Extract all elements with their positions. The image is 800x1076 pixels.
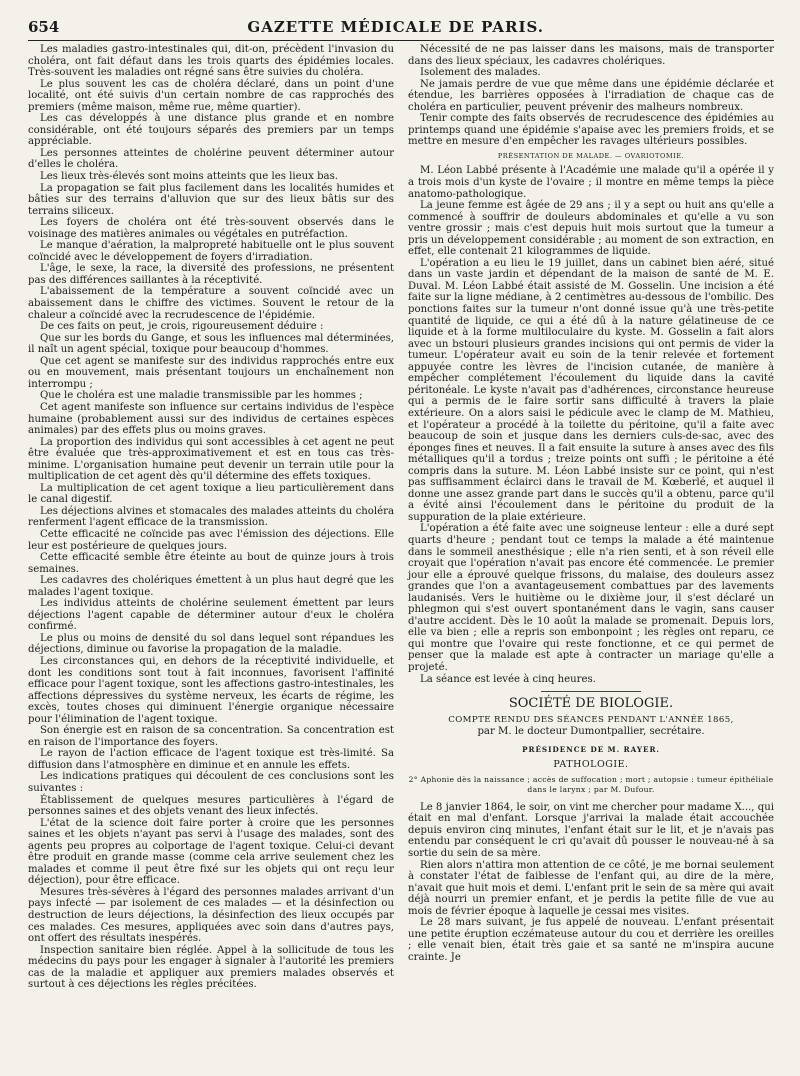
paragraph: L'opération a été faite avec une soigneuse lenteur : elle a duré sept quarts d'heure ; pendant tout ce temps la malade a été maintenue dans le sommeil anesthésique ; elle n'a rien senti, et à son réveil elle croyait que l'opération n'avait pas encore été commencée. Le premier jour elle a éprouvé quelque frissons, du malaise, des douleurs assez grandes que l'on a avantageusement combattues par des lavements laudanisés. Vers le huitième ou le dixième jour, il s'est déclaré un phlegmon qui s'est ouvert spontanément dans le vagin, sans causer d'autre accident. Dès le 10 août la malade se promenait. Depuis lors, elle va bien ; elle a repris son embonpoint ; les règles ont reparu, ce qui montre que l'ovaire qui reste fonctionne, et ce qui permet de penser que la malade est apte à contracter un mariage qu'elle a projeté.: [408, 523, 774, 673]
society-title: SOCIÉTÉ DE BIOLOGIE.: [508, 696, 674, 712]
paragraph: Que sur les bords du Gange, et sous les influences mal déterminées, il naît un agent spécial, toxique pour beaucoup d'hommes.: [28, 332, 394, 356]
paragraph: Le manque d'aération, la malpropreté habituelle ont le plus souvent coïncidé avec le développement de foyers d'irradiation.: [28, 240, 394, 263]
paragraph: La proportion des individus qui sont accessibles à cet agent ne peut être évaluée que très-approximativement et est en tous cas très-minime. L'organisation humaine peut devenir un terrain utile pour la multiplication de cet agent dès qu'il détermine des effets toxiques.: [28, 436, 394, 483]
paragraph: Que cet agent se manifeste sur des individus rapprochés entre eux ou en mouvement, mais présentant toujours un enchaînement non interrompu ;: [28, 355, 394, 390]
paragraph: Cette efficacité semble être éteinte au bout de quinze jours à trois semaines.: [28, 552, 394, 575]
paragraph: Son énergie est en raison de sa concentration. Sa concentration est en raison de l'importance des foyers.: [28, 725, 394, 748]
paragraph: Les foyers de choléra ont été très-souvent observés dans le voisinage des matières animales ou végétales en putréfaction.: [28, 217, 394, 240]
two-column-body: [28, 44, 774, 991]
paragraph: La jeune femme est âgée de 29 ans ; il y a sept ou huit ans qu'elle a commencé à souffrir de douleurs abdominales et qu'elle a vu son ventre grossir ; mais c'est depuis huit mois surtout que la tumeur a pris un développement considérable ; au moment de son extraction, en effet, elle contenait 21 kilogrammes de liquide.: [408, 200, 774, 258]
right-column: [408, 44, 774, 991]
page-header: [28, 18, 774, 36]
paragraph: Tenir compte des faits observés de recrudescence des épidémies au printemps quand une épidémie s'apaise avec les premiers froids, et se mettre en mesure d'en empêcher les ravages ultérieurs possibles.: [408, 113, 774, 148]
paragraph: Les lieux très-élevés sont moins atteints que les lieux bas.: [40, 171, 339, 183]
paragraph: Le plus ou moins de densité du sol dans lequel sont répandues les déjections, diminue ou favorise la propagation de la maladie.: [28, 632, 394, 656]
report-line-1: COMPTE RENDU DES SÉANCES PENDANT L'ANNÉE 1865,: [448, 714, 734, 725]
section-pathology: PATHOLOGIE.: [553, 759, 629, 771]
paragraph: Le 28 mars suivant, je fus appelé de nouveau. L'enfant présentait une petite éruption eczémateuse autour du cou et derrière les oreilles ; elle venait bien, était très gaie et sa santé ne m'inspira aucune crainte. Je: [408, 917, 774, 963]
paragraph: Mesures très-sévères à l'égard des personnes malades arrivant d'un pays infecté — par isolement de ces malades — et la désinfection ou destruction de leurs déjections, la désinfection des lieux occupés par ces malades. Ces mesures, appliquées avec soin dans d'autres pays, ont offert des résultats inespérés.: [28, 886, 394, 945]
paragraph: Les indications pratiques qui découlent de ces conclusions sont les suivantes :: [28, 771, 394, 794]
paragraph: Rien alors n'attira mon attention de ce côté, je me bornai seulement à constater l'état de faiblesse de l'enfant qui, au dire de la mère, n'avait que huit mois et demi. L'enfant prit le sein de sa mère qui avait déjà nourri un premier enfant, et je perdis la petite fille de vue au mois de février époque à laquelle je cessai mes visites.: [408, 859, 774, 917]
left-column: [28, 44, 394, 991]
paragraph: Les déjections alvines et stomacales des malades atteints du choléra renferment l'agent efficace de la transmission.: [28, 505, 394, 529]
report-line-2: par M. le docteur Dumontpallier, secrétaire.: [477, 726, 705, 738]
paragraph: Inspection sanitaire bien réglée. Appel à la sollicitude de tous les médecins du pays pour les engager à signaler à l'autorité les premiers cas de la maladie et appliquer aux premiers malades observés et surtout à ces déjections les règles précitées.: [28, 944, 394, 991]
paragraph: Cet agent manifeste son influence sur certains individus de l'espèce humaine (probablement aussi sur des individus de certaines espèces animales) par des effets plus ou moins graves.: [28, 401, 394, 437]
paragraph: La séance est levée à cinq heures.: [420, 673, 596, 685]
paragraph: Le plus souvent les cas de choléra déclaré, dans un point d'une localité, ont été suivis d'un certain nombre de cas rapprochés des premiers (même maison, même rue, même quartier).: [28, 78, 394, 113]
paragraph: De ces faits on peut, je crois, rigoureusement déduire :: [40, 321, 324, 333]
paragraph: Les cadavres des cholériques émettent à un plus haut degré que les malades l'agent toxique.: [28, 575, 394, 598]
paragraph: Établissement de quelques mesures particulières à l'égard de personnes saines et des objets venant des lieux infectés.: [28, 794, 394, 818]
paragraph: L'opération a eu lieu le 19 juillet, dans un cabinet bien aéré, situé dans un vaste jardin et dépendant de la maison de santé de M. E. Duval. M. Léon Labbé était assisté de M. Gosselin. Une incision a été faite sur la ligne médiane, à 2 centimètres au-dessous de l'ombilic. Des ponctions faites sur la tumeur n'ont donné issue qu'à une très-petite quantité de liquide, ce qui a été dû à la nature gélatineuse de ce liquide et à la forme multiloculaire du kyste. M. Gosselin a fait alors avec un bstouri plusieurs grandes incisions qui ont permis de vider la tumeur. L'opérateur avait eu soin de la tenir relevée et fortement appuyée contre les lèvres de l'incision cutanée, de manière à empêcher complétement l'écoulement du liquide dans la cavité péritonéale. Le kyste n'avait pas d'adhérences, circonstance heureuse qui a permis de le faire sortir sans difficulté à travers la plaie extérieure. On a alors saisi le pédicule avec le clamp de M. Mathieu, et l'opérateur a procédé à la toilette du péritoine, qu'il a faite avec beaucoup de soin et jusque dans les derniers culs-de-sac, avec des éponges fines et neuves. Il a fait ensuite la suture à anses avec des fils métalliques qu'il a tordus ; treize points ont suffi ; le péritoine a été compris dans la suture. M. Léon Labbé insiste sur ce point, qui n'est pas suffisamment éclairci dans le travail de M. Kœberlé, et auquel il donne une assez grande part dans le succès qu'il a obtenu, parce qu'il a évité ainsi l'écoulement dans le péritoine du produit de la suppuration de la plaie extérieure.: [408, 257, 774, 523]
paragraph: La multiplication de cet agent toxique a lieu particulièrement dans le canal digestif.: [28, 482, 394, 506]
paragraph: M. Léon Labbé présente à l'Académie une malade qu'il a opérée il y a trois mois d'un kyste de l'ovaire ; il montre en même temps la pièce anatomo-pathologique.: [408, 165, 774, 200]
article-subtitle: 2° Aphonie dès la naissance ; accès de suffocation ; mort ; autopsie : tumeur épithéliale dans le larynx ; par M. Dufour.: [408, 774, 774, 795]
paragraph: Le rayon de l'action efficace de l'agent toxique est très-limité. Sa diffusion dans l'atmosphère en diminue et en annule les effets.: [28, 748, 394, 771]
paragraph: Isolement des malades.: [420, 67, 541, 79]
paragraph: Les maladies gastro-intestinales qui, dit-on, précèdent l'invasion du choléra, ont fait défaut dans les trois quarts des épidémies locales. Très-souvent les maladies ont régné sans être suivies du choléra.: [28, 44, 394, 79]
biology-article: [408, 802, 774, 964]
paragraph: La propagation se fait plus facilement dans les localités humides et bâties sur des terrains d'alluvion que sur des lieux bâtis sur des terrains siliceux.: [28, 182, 394, 217]
ovariotomy-section: [408, 165, 774, 685]
paragraph: Cette efficacité ne coïncide pas avec l'émission des déjections. Elle leur est postérieure de quelques jours.: [28, 528, 394, 552]
page-number: 654: [28, 18, 60, 36]
section-divider: [541, 691, 641, 692]
paragraph: Que le choléra est une maladie transmissible par les hommes ;: [40, 390, 363, 402]
paragraph: L'état de la science doit faire porter à croire que les personnes saines et les objets n'ayant pas servi à l'usage des malades, sont des agents peu propres au colportage de l'agent toxique. Celui-ci devant être produit en grande masse (comme cela arrive seulement chez les malades et comme il peut être fixé sur les objets qui ont reçu leur déjection), pour être efficace.: [28, 817, 394, 887]
presentation-title: PRÉSENTATION DE MALADE. — OVARIOTOMIE.: [497, 151, 685, 160]
paragraph: Nécessité de ne pas laisser dans les maisons, mais de transporter dans des lieux spéciaux, les cadavres cholériques.: [408, 44, 774, 67]
paragraph: Ne jamais perdre de vue que même dans une épidémie déclarée et étendue, les barrières opposées à l'irradiation de chaque cas de choléra en particulier, peuvent prévenir des malheurs nombreux.: [408, 78, 774, 113]
paragraph: Les individus atteints de cholérine seulement émettent par leurs déjections l'agent capable de déterminer autour d'eux le choléra confirmé.: [28, 598, 394, 633]
paragraph: L'abaissement de la température a souvent coïncidé avec un abaissement dans le chiffre des victimes. Souvent le retour de la chaleur a coïncidé avec la recrudescence de l'épidémie.: [28, 286, 394, 321]
paragraph: Les circonstances qui, en dehors de la réceptivité individuelle, et dont les conditions sont tout à fait inconnues, favorisent l'affinité efficace pour l'agent toxique, sont les affections gastro-intestinales, les affections dépressives du système nerveux, les écarts de régime, les excès, toutes choses qui diminuent l'énergie organique nécessaire pour l'élimination de l'agent toxique.: [28, 655, 394, 725]
paragraph: Le 8 janvier 1864, le soir, on vint me chercher pour madame X..., qui était en mal d'enfant. Lorsque j'arrivai la malade était accouchée depuis environ cinq minutes, l'enfant était sur le lit, et je n'avais pas entendu par conséquent le cri qu'avait dû pousser le nouveau-né à sa sortie du sein de sa mère.: [408, 801, 774, 859]
header-rule: [28, 40, 774, 41]
paragraph: Les cas développés à une distance plus grande et en nombre considérable, ont été toujours séparés des premiers par un temps appréciable.: [28, 113, 394, 148]
presidency-line: PRÉSIDENCE DE M. RAYER.: [522, 744, 660, 754]
running-title: GAZETTE MÉDICALE DE PARIS.: [247, 18, 544, 36]
right-column-top: [408, 44, 774, 148]
paragraph: Les personnes atteintes de cholérine peuvent déterminer autour d'elles le choléra.: [28, 147, 394, 171]
paragraph: L'âge, le sexe, la race, la diversité des professions, ne présentent pas des différences saillantes à la réceptivité.: [28, 263, 394, 286]
